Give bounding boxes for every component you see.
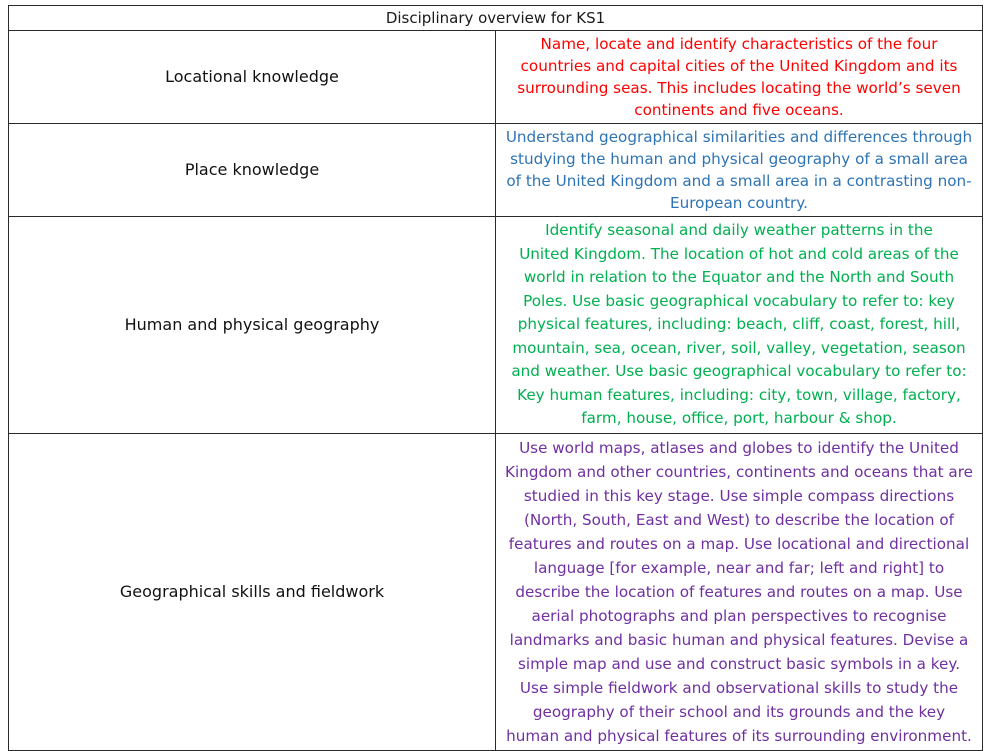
- row-label-human-physical-geography: Human and physical geography: [9, 217, 496, 434]
- row-content-geographical-skills-fieldwork: Use world maps, atlases and globes to identify the United Kingdom and other countries, continents and oceans that are studied in this key stage. Use simple compass directions (North, South, East and West) to describe the location of features and routes on a map. Use locational and directional language [for example, near and far; left and right] to describe the location of features and routes on a map. Use aerial photographs and plan perspectives to recognise landmarks and basic human and physical features. Devise a simple map and use and construct basic symbols in a key. Use simple fieldwork and observational skills to study the geography of their school and its grounds and the key human and physical features of its surrounding environment.: [496, 433, 983, 750]
- table-row: [9, 31, 983, 124]
- row-content-locational-knowledge: Name, locate and identify characteristics of the four countries and capital cities of the United Kingdom and its surrounding seas. This includes locating the world’s seven continents and five oceans.: [496, 31, 983, 124]
- table-row: [9, 124, 983, 217]
- table-title-row: [9, 6, 983, 31]
- human-geography-body: United Kingdom. The location of hot and cold areas of the world in relation to the Equator and the North and South Poles. Use basic geographical vocabulary to refer to: key physical features, including: beach, cliff, coast, forest, hill, mountain, sea, ocean, river, soil, valley, vegetation, season and weather. Use basic geographical vocabulary to refer to: Key human features, including: city, town, village, factory, farm, house, office, port, harbour & shop.: [511, 244, 967, 427]
- row-content-human-physical-geography: [496, 217, 983, 434]
- disciplinary-overview-table: [8, 5, 983, 751]
- row-content-place-knowledge: Understand geographical similarities and differences through studying the human and physical geography of a small area of the United Kingdom and a small area in a contrasting non-European country.: [496, 124, 983, 217]
- row-label-place-knowledge: Place knowledge: [9, 124, 496, 217]
- table-row: [9, 433, 983, 750]
- human-geography-first-line: Identify seasonal and daily weather patterns in the: [545, 221, 933, 239]
- row-label-geographical-skills-fieldwork: Geographical skills and fieldwork: [9, 433, 496, 750]
- row-label-locational-knowledge: Locational knowledge: [9, 31, 496, 124]
- table-title: Disciplinary overview for KS1: [9, 6, 983, 31]
- table-row: [9, 217, 983, 434]
